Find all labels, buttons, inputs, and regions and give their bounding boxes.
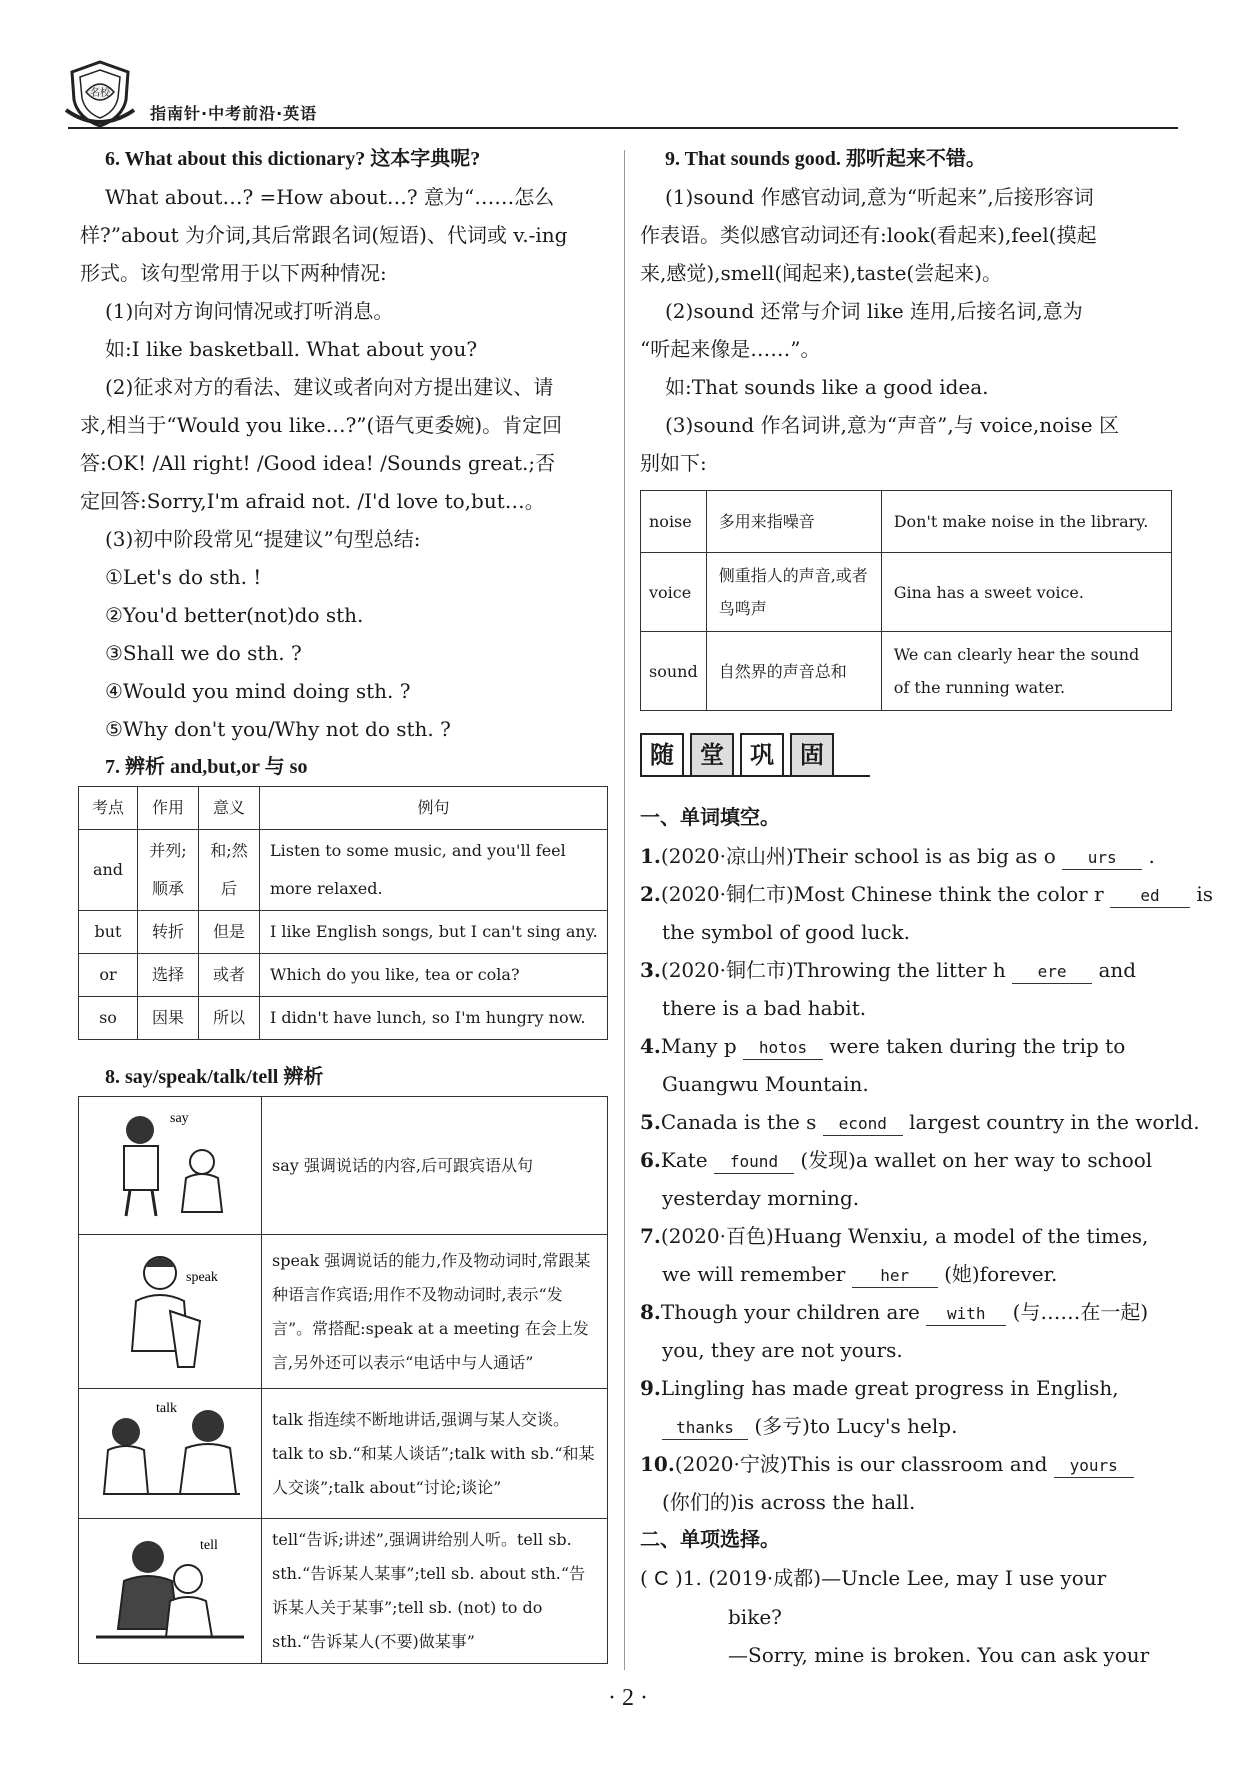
fill-item xyxy=(640,1217,1175,1255)
item-continuation: there is a bad habit. xyxy=(662,996,867,1020)
table-row xyxy=(79,830,608,911)
sound-word: voice xyxy=(641,553,707,632)
conj-use: 因果 xyxy=(138,997,199,1040)
item-text: . xyxy=(1148,844,1155,868)
talk-label: talk xyxy=(156,1401,177,1416)
s6-line: ③Shall we do sth. ? xyxy=(105,641,302,665)
answer-blank[interactable]: her xyxy=(852,1265,938,1288)
sound-meaning: 自然界的声音总和 xyxy=(706,632,881,711)
sound-table xyxy=(640,490,1172,711)
t7-header-0: 考点 xyxy=(79,787,138,830)
answer-blank[interactable]: ed xyxy=(1110,885,1190,908)
t7-header-1: 作用 xyxy=(138,787,199,830)
q1-line2: bike? xyxy=(728,1605,782,1629)
header-title: 指南针·中考前沿·英语 xyxy=(150,104,318,123)
item-text: we will remember xyxy=(662,1262,846,1286)
item-number: 7. xyxy=(640,1224,661,1248)
stamp-char: 随 xyxy=(640,733,684,777)
s6-heading: 6. What about this dictionary? 这本字典呢? xyxy=(105,148,481,170)
section-stamp xyxy=(640,721,1175,799)
q1-line3: —Sorry, mine is broken. You can ask your xyxy=(728,1643,1150,1667)
q1-answer: C xyxy=(654,1568,669,1590)
fill-item xyxy=(640,1369,1175,1407)
item-continuation: yesterday morning. xyxy=(662,1186,860,1210)
s9-line: 别如下: xyxy=(640,451,707,475)
table-row xyxy=(641,491,1172,553)
fill-item xyxy=(640,875,1214,913)
item-continuation: you, they are not yours. xyxy=(662,1338,903,1362)
part2-q1: ( C )1. (2019·成都)—Uncle Lee, may I use your xyxy=(640,1566,1107,1590)
s9-line: (2)sound 还常与介词 like 连用,后接名词,意为 xyxy=(665,299,1083,323)
q1-line1: )1. (2019·成都)—Uncle Lee, may I use your xyxy=(674,1566,1107,1590)
item-number: 9. xyxy=(640,1376,661,1400)
tell-illustration xyxy=(90,1525,250,1645)
speak-illustration-cell xyxy=(79,1235,262,1389)
header-rule xyxy=(68,127,1178,129)
fill-item xyxy=(640,1445,1175,1483)
tell-illustration-cell xyxy=(79,1519,262,1664)
column-divider xyxy=(624,150,625,1670)
sound-example: Gina has a sweet voice. xyxy=(881,553,1171,632)
answer-blank[interactable]: ere xyxy=(1012,961,1092,984)
item-continuation xyxy=(640,1255,1175,1293)
conj-meaning: 所以 xyxy=(199,997,260,1040)
fill-item xyxy=(640,1103,1200,1141)
s9-body xyxy=(640,178,1175,482)
item-text: (2020·凉山州)Their school is as big as o xyxy=(660,844,1056,868)
item-number: 6. xyxy=(640,1148,661,1172)
sound-meaning: 侧重指人的声音,或者鸟鸣声 xyxy=(706,553,881,632)
logo-text: 名校 xyxy=(90,88,110,99)
item-continuation: the symbol of good luck. xyxy=(662,920,911,944)
s6-line: 求,相当于“Would you like…?”(语气更委婉)。肯定回 xyxy=(80,413,563,437)
s6-line: ④Would you mind doing sth. ? xyxy=(105,679,411,703)
item-text: (2020·铜仁市)Most Chinese think the color r xyxy=(660,882,1104,906)
answer-blank[interactable]: yours xyxy=(1054,1455,1134,1478)
page-number: · 2 · xyxy=(608,1685,648,1711)
s8-heading: 8. say/speak/talk/tell 辨析 xyxy=(105,1066,324,1088)
s9-heading: 9. That sounds good. 那听起来不错。 xyxy=(665,148,986,170)
conj-word: and xyxy=(79,830,138,911)
answer-blank[interactable]: urs xyxy=(1062,847,1142,870)
item-text: (发现)a wallet on her way to school xyxy=(800,1148,1153,1172)
logo-emblem xyxy=(64,58,136,130)
stamp-char: 固 xyxy=(790,733,834,777)
stamp-char: 巩 xyxy=(740,733,784,777)
item-number: 3. xyxy=(640,958,661,982)
sound-meaning: 多用来指噪音 xyxy=(706,491,881,553)
item-text: Though your children are xyxy=(660,1300,920,1324)
item-text: were taken during the trip to xyxy=(829,1034,1126,1058)
table-row xyxy=(79,997,608,1040)
conj-example: Listen to some music, and you'll feel more relaxed. xyxy=(260,830,608,911)
conj-use: 选择 xyxy=(138,954,199,997)
item-text: (2020·百色)Huang Wenxiu, a model of the times, xyxy=(660,1224,1149,1248)
right-column xyxy=(640,140,1214,1674)
speak-label: speak xyxy=(186,1269,218,1285)
item-text: Kate xyxy=(660,1148,708,1172)
sound-word: noise xyxy=(641,491,707,553)
t7-header-2: 意义 xyxy=(199,787,260,830)
s9-line: 作表语。类似感官动词还有:look(看起来),feel(摸起 xyxy=(640,223,1097,247)
talk-illustration-cell xyxy=(79,1389,262,1519)
s9-line: 如:That sounds like a good idea. xyxy=(665,375,989,399)
s6-line: What about…? =How about…? 意为“……怎么 xyxy=(105,185,555,209)
s9-line: 来,感觉),smell(闻起来),taste(尝起来)。 xyxy=(640,261,1003,285)
s6-line: 定回答:Sorry,I'm afraid not. /I'd love to,but…。 xyxy=(80,489,545,513)
item-number: 1. xyxy=(640,844,661,868)
conj-use: 并列;顺承 xyxy=(138,830,199,911)
conjunction-table xyxy=(78,786,608,1040)
say-illustration xyxy=(100,1100,240,1220)
conj-example: I didn't have lunch, so I'm hungry now. xyxy=(260,997,608,1040)
conj-example: I like English songs, but I can't sing any. xyxy=(260,911,608,954)
speak-illustration xyxy=(100,1241,240,1371)
item-continuation: (你们的)is across the hall. xyxy=(662,1490,916,1514)
tell-label: tell xyxy=(200,1538,218,1553)
s6-line: 样?”about 为介词,其后常跟名词(短语)、代词或 v.-ing xyxy=(80,223,568,247)
s6-line: 答:OK! /All right! /Good idea! /Sounds great.;否 xyxy=(80,451,556,475)
talk-text: talk 指连续不断地讲话,强调与某人交谈。talk to sb.“和某人谈话”;talk with sb.“和某人交谈”;talk about“讨论;谈论” xyxy=(262,1389,608,1519)
s9-line: (3)sound 作名词讲,意为“声音”,与 voice,noise 区 xyxy=(665,413,1119,437)
sound-example: Don't make noise in the library. xyxy=(881,491,1171,553)
s7-heading: 7. 辨析 and,but,or 与 so xyxy=(105,756,308,778)
fill-item xyxy=(640,1141,1175,1179)
conj-meaning: 或者 xyxy=(199,954,260,997)
conj-word: or xyxy=(79,954,138,997)
item-text: Many p xyxy=(660,1034,737,1058)
part1-items xyxy=(640,837,1214,1521)
stamp-char: 堂 xyxy=(690,733,734,777)
speech-verb-table xyxy=(78,1096,608,1664)
answer-blank[interactable]: thanks xyxy=(662,1417,748,1440)
tell-text: tell“告诉;讲述”,强调讲给别人听。tell sb. sth.“告诉某人某事”;tell sb. about sth.“告诉某人关于某事”;tell sb. (not) to do sth.“告诉某人(不要)做某事” xyxy=(262,1519,608,1664)
item-text: Canada is the s xyxy=(660,1110,817,1134)
item-number: 10. xyxy=(640,1452,675,1476)
item-number: 8. xyxy=(640,1300,661,1324)
s6-line: (2)征求对方的看法、建议或者向对方提出建议、请 xyxy=(105,375,554,399)
s6-body xyxy=(80,178,608,748)
item-continuation: Guangwu Mountain. xyxy=(662,1072,869,1096)
item-text: (2020·宁波)This is our classroom and xyxy=(674,1452,1048,1476)
item-text: is xyxy=(1196,882,1214,906)
table-row xyxy=(641,553,1172,632)
fill-item xyxy=(640,1027,1175,1065)
answer-blank[interactable]: hotos xyxy=(743,1037,823,1060)
item-number: 5. xyxy=(640,1110,661,1134)
item-text: Lingling has made great progress in English, xyxy=(660,1376,1119,1400)
item-text: largest country in the world. xyxy=(909,1110,1200,1134)
part2-heading: 二、单项选择。 xyxy=(640,1529,780,1551)
s6-line: (3)初中阶段常见“提建议”句型总结: xyxy=(105,527,421,551)
say-illustration-cell xyxy=(79,1097,262,1235)
s9-line: (1)sound 作感官动词,意为“听起来”,后接形容词 xyxy=(665,185,1094,209)
talk-illustration xyxy=(90,1390,250,1505)
conj-word: so xyxy=(79,997,138,1040)
conj-meaning: 但是 xyxy=(199,911,260,954)
item-continuation xyxy=(640,1407,1175,1445)
left-column xyxy=(80,140,608,1664)
table-row xyxy=(79,954,608,997)
conj-word: but xyxy=(79,911,138,954)
item-text: (多亏)to Lucy's help. xyxy=(754,1414,958,1438)
s6-line: ①Let's do sth. ! xyxy=(105,565,262,589)
part1-heading: 一、单词填空。 xyxy=(640,807,780,829)
answer-blank[interactable]: with xyxy=(926,1303,1006,1326)
sound-example: We can clearly hear the sound of the running water. xyxy=(881,632,1171,711)
item-number: 2. xyxy=(640,882,661,906)
item-number: 4. xyxy=(640,1034,661,1058)
say-text: say 强调说话的内容,后可跟宾语从句 xyxy=(262,1097,608,1235)
t7-header-3: 例句 xyxy=(260,787,608,830)
speak-text: speak 强调说话的能力,作及物动词时,常跟某种语言作宾语;用作不及物动词时,表示“发言”。常搭配:speak at a meeting 在会上发言,另外还可以表示“电话中与人通话” xyxy=(262,1235,608,1389)
s6-line: ②You'd better(not)do sth. xyxy=(105,603,364,627)
item-text: (2020·铜仁市)Throwing the litter h xyxy=(660,958,1006,982)
conj-use: 转折 xyxy=(138,911,199,954)
conj-meaning: 和;然后 xyxy=(199,830,260,911)
table-row xyxy=(641,632,1172,711)
answer-blank[interactable]: econd xyxy=(823,1113,903,1136)
s6-line: ⑤Why don't you/Why not do sth. ? xyxy=(105,717,451,741)
fill-item xyxy=(640,1293,1175,1331)
conj-example: Which do you like, tea or cola? xyxy=(260,954,608,997)
item-text: (与……在一起) xyxy=(1012,1300,1149,1324)
item-text: and xyxy=(1098,958,1137,982)
stamp-rule xyxy=(640,775,870,777)
s9-line: “听起来像是……”。 xyxy=(640,337,821,361)
s6-line: 如:I like basketball. What about you? xyxy=(105,337,478,361)
item-text: (她)forever. xyxy=(944,1262,1058,1286)
answer-blank[interactable]: found xyxy=(714,1151,794,1174)
sound-word: sound xyxy=(641,632,707,711)
fill-item xyxy=(640,951,1175,989)
table-row xyxy=(79,911,608,954)
say-label: say xyxy=(170,1110,189,1126)
s6-line: 形式。该句型常用于以下两种情况: xyxy=(80,261,387,285)
fill-item xyxy=(640,837,1175,875)
s6-line: (1)向对方询问情况或打听消息。 xyxy=(105,299,394,323)
